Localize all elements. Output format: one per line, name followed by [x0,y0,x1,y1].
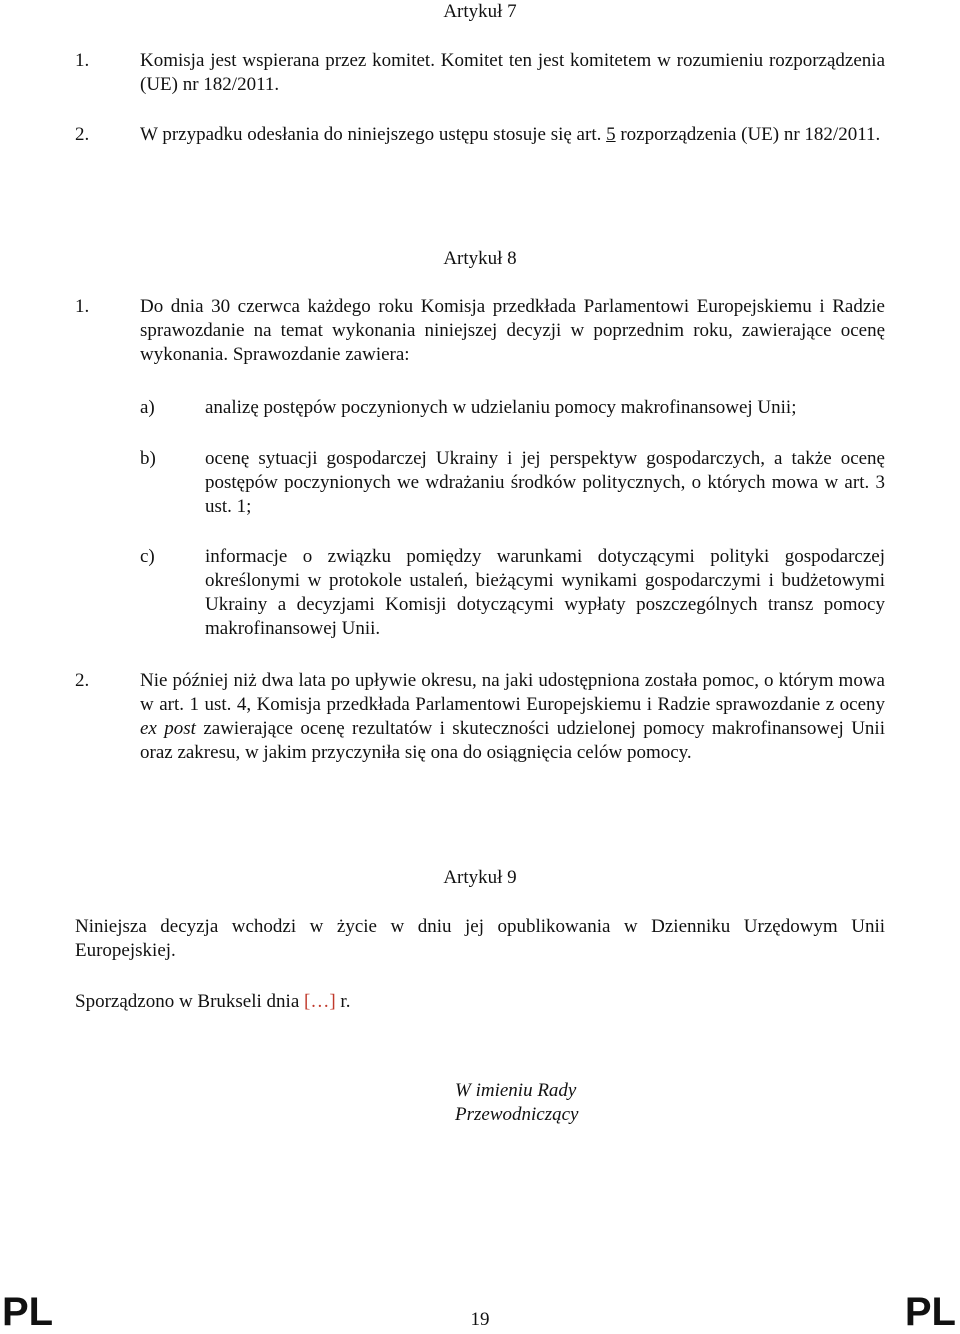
article-7-para-2-text [140,123,900,147]
article-7-para-2-text-b: rozporządzenia (UE) nr 182/2011. [615,124,881,145]
list-item-letter-c: c) [140,546,155,567]
article-7-para-1-text: Komisja jest wspierana przez komitet. Komitet ten jest komitetem w rozumieniu rozporządzenia (UE) nr 182/2011. [140,50,885,95]
list-item-text-a: analizę postępów poczynionych w udzielaniu pomocy makrofinansowej Unii; [205,397,797,418]
article-8-para-2-text-b: zawierające ocenę rezultatów i skuteczności udzielonej pomocy makrofinansowej Unii oraz zakresu, w jakim przyczyniła się ona do osiągnięcia celów pomocy. [140,718,885,763]
ex-post-term: ex post [140,718,196,739]
footer-language-left: PL [2,1290,54,1334]
article-reference-link: 5 [606,124,616,145]
signature-president: Przewodniczący [455,1104,579,1125]
article-8-para-1-text: Do dnia 30 czerwca każdego roku Komisja przedkłada Parlamentowi Europejskiemu i Radzie sprawozdanie na temat wykonania niniejszej decyzji w poprzednim roku, zawierające ocenę wykonania. Sprawozdanie zawiera: [140,296,885,365]
article-7-heading: Artykuł 7 [443,1,517,22]
list-item-text-c: informacje o związku pomiędzy warunkami dotyczącymi polityki gospodarczej określonymi w protokole ustaleń, bieżącymi wynikami gospodarczymi i budżetowymi Ukrainy a decyzjami Komisji dotyczącymi wypłaty poszczególnych transz pomocy makrofinansowej Unii. [205,546,885,639]
article-8-para-2-text [140,669,885,765]
done-at-text-a: Sporządzono w Brukseli dnia [75,991,305,1012]
list-item-letter-a: a) [140,397,155,418]
article-9-text: Niniejsza decyzja wchodzi w życie w dniu jej opublikowania w Dzienniku Urzędowym Unii Europejskiej. [75,916,885,961]
date-placeholder: […] [304,991,336,1012]
article-7-para-2-number: 2. [75,124,90,145]
article-8-para-2-number: 2. [75,670,90,691]
footer-language-right: PL [904,1290,956,1334]
list-item-text-b: ocenę sytuacji gospodarczej Ukrainy i jej perspektyw gospodarczych, a także ocenę postępów poczynionych we wdrażaniu środków politycznych, o których mowa w art. 3 ust. 1; [205,448,885,517]
article-7-para-1-number: 1. [75,50,90,71]
page-number: 19 [470,1309,490,1330]
list-item-letter-b: b) [140,448,156,469]
article-9-heading: Artykuł 9 [443,867,517,888]
article-8-heading: Artykuł 8 [443,248,517,269]
done-at-line [75,990,885,1014]
article-7-para-2-text-a: W przypadku odesłania do niniejszego ustępu stosuje się art. [140,124,607,145]
article-8-para-1-number: 1. [75,296,90,317]
signature-on-behalf: W imieniu Rady [455,1080,577,1101]
done-at-text-b: r. [335,991,351,1012]
article-8-para-2-text-a: Nie później niż dwa lata po upływie okresu, na jaki udostępniona została pomoc, o którym mowa w art. 1 ust. 4, Komisja przedkłada Parlamentowi Europejskiemu i Radzie sprawozdanie z oceny [140,670,885,715]
